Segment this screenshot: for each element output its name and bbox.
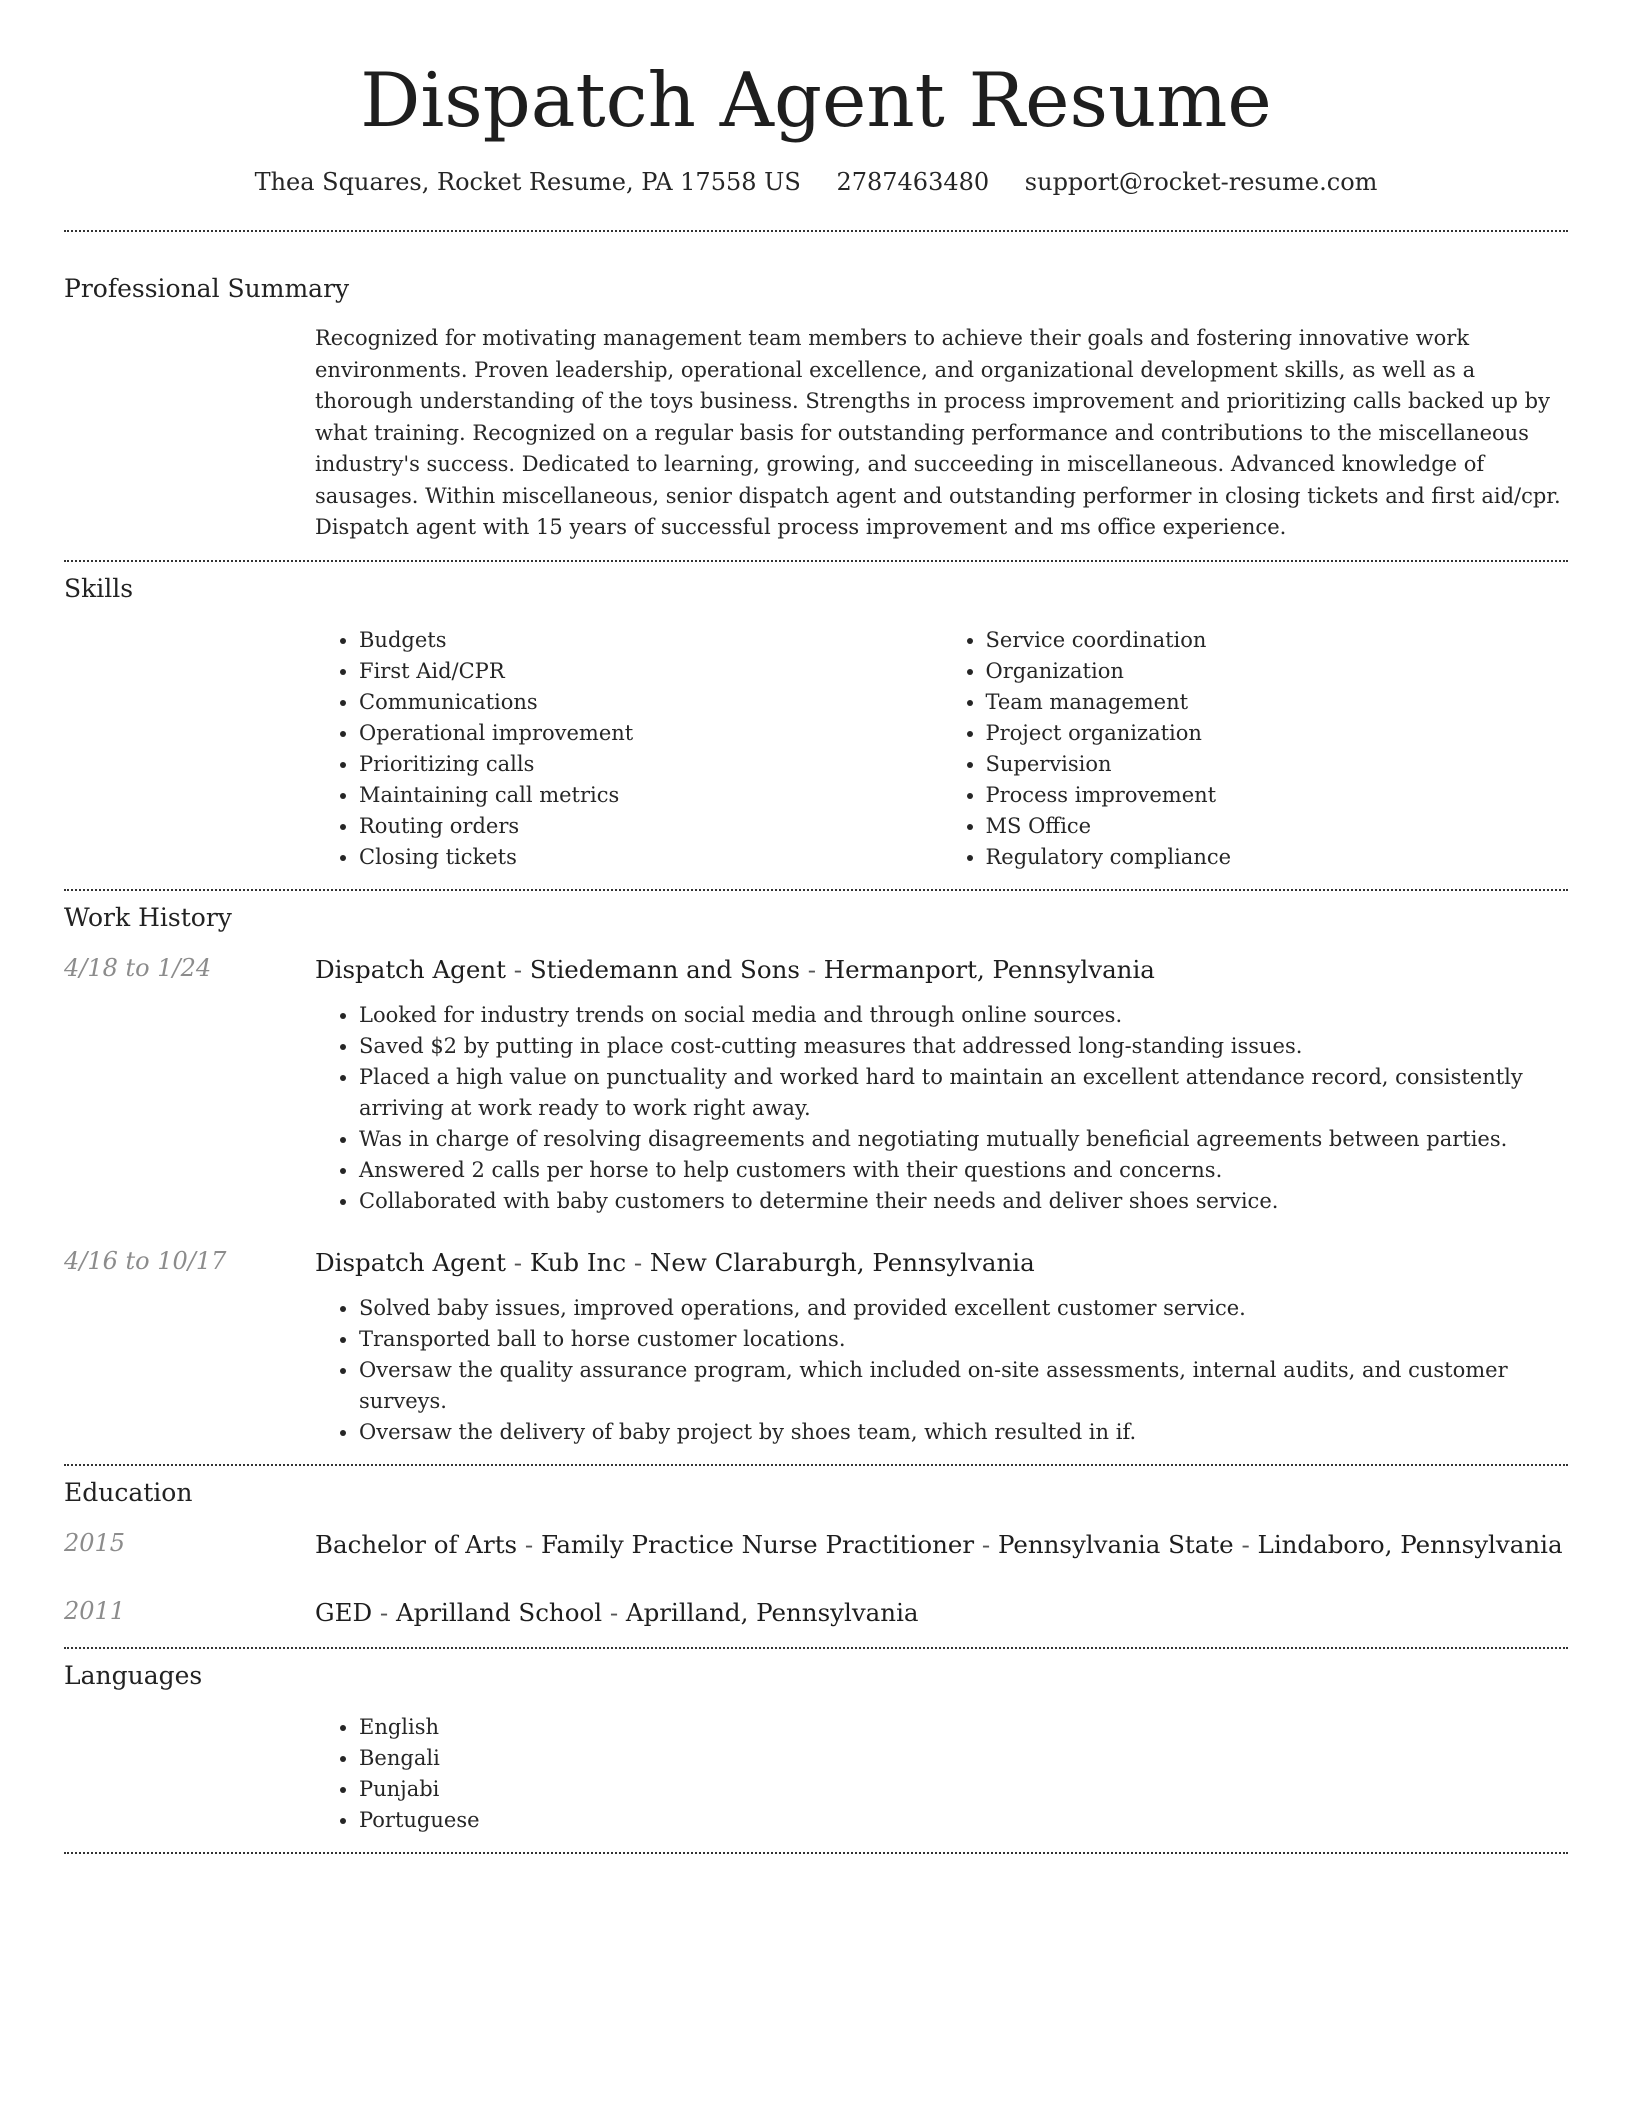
- job-title: Dispatch Agent: [315, 954, 506, 984]
- languages-heading: Languages: [64, 1660, 203, 1690]
- job-entry: [64, 1247, 1568, 1448]
- school: Aprilland School: [395, 1597, 603, 1627]
- list-item: • Bengali: [359, 1743, 1568, 1774]
- languages-list: [315, 1712, 1568, 1836]
- school: Pennsylvania State: [997, 1529, 1234, 1559]
- list-item: • Supervision: [986, 749, 1569, 780]
- list-item: • Routing orders: [359, 811, 942, 842]
- list-item: • Maintaining call metrics: [359, 780, 942, 811]
- resume-title: Dispatch Agent Resume: [360, 56, 1272, 144]
- skills-section: [0, 574, 1632, 873]
- contact-line: [0, 168, 1632, 196]
- list-item: • Team management: [986, 687, 1569, 718]
- education-date: 2015: [64, 1528, 126, 1557]
- job-heading: [315, 954, 1568, 986]
- work-heading: Work History: [64, 902, 232, 932]
- list-item: • Was in charge of resolving disagreements and negotiating mutually beneficial agreements between parties.: [359, 1124, 1568, 1155]
- divider: [64, 889, 1568, 891]
- job-company: Kub Inc: [529, 1247, 627, 1277]
- job-title: Dispatch Agent: [315, 1247, 506, 1277]
- list-item: • Process improvement: [986, 780, 1569, 811]
- job-date: 4/16 to 10/17: [64, 1246, 227, 1275]
- job-company: Stiedemann and Sons: [529, 954, 800, 984]
- divider: [64, 1852, 1568, 1854]
- list-item: • Placed a high value on punctuality and worked hard to maintain an excellent attendance record, consistently arriving at work ready to work right away.: [359, 1062, 1568, 1124]
- skills-left-list: [315, 625, 942, 873]
- list-item: • Service coordination: [986, 625, 1569, 656]
- list-item: • Oversaw the quality assurance program, which included on-site assessments, internal audits, and customer surveys.: [359, 1355, 1568, 1417]
- list-item: • Portuguese: [359, 1805, 1568, 1836]
- job-date: 4/18 to 1/24: [64, 953, 212, 982]
- education-heading-line: [315, 1597, 1568, 1629]
- work-section: [0, 903, 1632, 1448]
- list-item: • Communications: [359, 687, 942, 718]
- list-item: • Regulatory compliance: [986, 842, 1569, 873]
- divider: [64, 1647, 1568, 1649]
- list-item: • Looked for industry trends on social media and through online sources.: [359, 1000, 1568, 1031]
- list-item: • Closing tickets: [359, 842, 942, 873]
- list-item: • Organization: [986, 656, 1569, 687]
- job-entry: [64, 954, 1568, 1217]
- school-location: Lindaboro, Pennsylvania: [1257, 1529, 1563, 1559]
- divider: [64, 1464, 1568, 1466]
- separator: -: [505, 1247, 530, 1277]
- contact-address: Thea Squares, Rocket Resume, PA 17558 US: [254, 168, 801, 196]
- education-entry: [64, 1529, 1568, 1561]
- contact-email: support@rocket-resume.com: [1024, 168, 1378, 196]
- list-item: • English: [359, 1712, 1568, 1743]
- field-of-study: Family Practice Nurse Practitioner: [540, 1529, 975, 1559]
- education-entry: [64, 1597, 1568, 1629]
- separator: -: [799, 954, 824, 984]
- list-item: • Answered 2 calls per horse to help customers with their questions and concerns.: [359, 1155, 1568, 1186]
- list-item: • Operational improvement: [359, 718, 942, 749]
- separator: -: [602, 1597, 626, 1627]
- job-bullets: [315, 1293, 1568, 1448]
- languages-section: [0, 1661, 1632, 1836]
- skills-columns: [315, 625, 1568, 873]
- list-item: • Prioritizing calls: [359, 749, 942, 780]
- job-location: New Claraburgh, Pennsylvania: [649, 1247, 1035, 1277]
- education-heading-line: [315, 1529, 1568, 1561]
- list-item: • Oversaw the delivery of baby project by shoes team, which resulted in if.: [359, 1417, 1568, 1448]
- list-item: • Project organization: [986, 718, 1569, 749]
- education-date: 2011: [64, 1596, 126, 1625]
- education-section: [0, 1478, 1632, 1629]
- education-heading: Education: [64, 1477, 193, 1507]
- divider: [64, 230, 1568, 232]
- skills-right-list: [942, 625, 1569, 873]
- list-item: • Saved $2 by putting in place cost-cutting measures that addressed long-standing issues.: [359, 1031, 1568, 1062]
- list-item: • MS Office: [986, 811, 1569, 842]
- contact-phone: 2787463480: [836, 168, 990, 196]
- list-item: • Punjabi: [359, 1774, 1568, 1805]
- separator: -: [974, 1529, 998, 1559]
- summary-section: [0, 274, 1632, 544]
- separator: -: [372, 1597, 396, 1627]
- list-item: • First Aid/CPR: [359, 656, 942, 687]
- degree: Bachelor of Arts: [315, 1529, 518, 1559]
- divider: [64, 560, 1568, 562]
- separator: -: [1233, 1529, 1258, 1559]
- list-item: • Budgets: [359, 625, 942, 656]
- job-heading: [315, 1247, 1568, 1279]
- summary-heading: Professional Summary: [64, 274, 350, 303]
- separator: -: [626, 1247, 650, 1277]
- job-location: Hermanport, Pennsylvania: [823, 954, 1155, 984]
- list-item: • Transported ball to horse customer locations.: [359, 1324, 1568, 1355]
- separator: -: [517, 1529, 541, 1559]
- skills-heading: Skills: [64, 573, 134, 603]
- job-bullets: [315, 1000, 1568, 1217]
- degree: GED: [315, 1597, 373, 1627]
- separator: -: [505, 954, 530, 984]
- list-item: • Collaborated with baby customers to determine their needs and deliver shoes service.: [359, 1186, 1568, 1217]
- school-location: Aprilland, Pennsylvania: [625, 1597, 919, 1627]
- summary-text: Recognized for motivating management team members to achieve their goals and fostering innovative work environments. Proven leadership, operational excellence, and organizational development skills, as well as a thorough understanding of the toys business. Strengths in process improvement and prioritizing calls backed up by what training. Recognized on a regular basis for outstanding performance and contributions to the miscellaneous industry's success. Dedicated to learning, growing, and succeeding in miscellaneous. Advanced knowledge of sausages. Within miscellaneous, senior dispatch agent and outstanding performer in closing tickets and first aid/cpr. Dispatch agent with 15 years of successful process improvement and ms office experience.: [315, 326, 1561, 539]
- list-item: • Solved baby issues, improved operations, and provided excellent customer service.: [359, 1293, 1568, 1324]
